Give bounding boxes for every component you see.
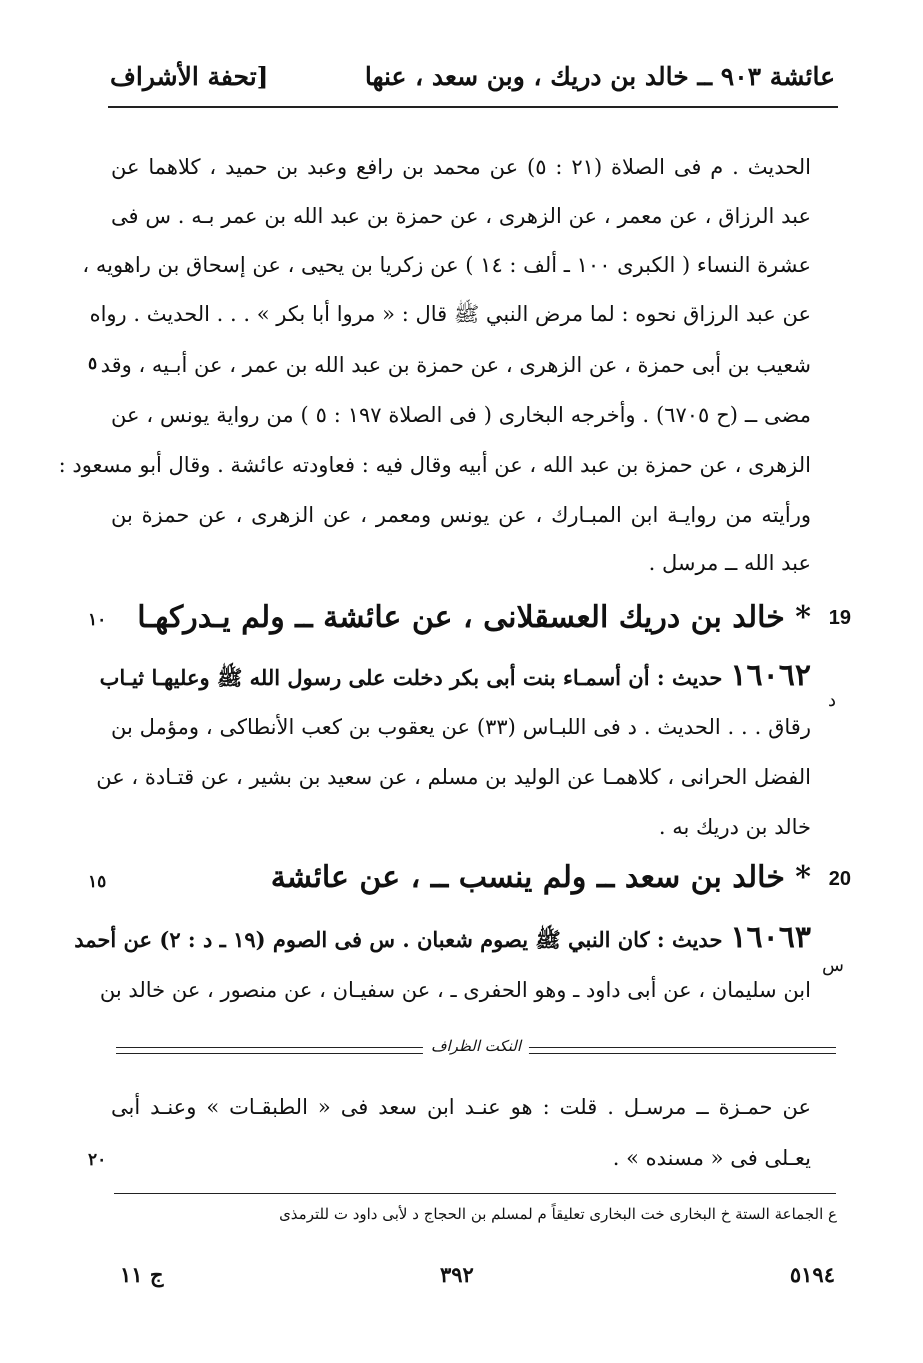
- footer-rule: [114, 1193, 836, 1194]
- header-rule: [108, 106, 838, 108]
- text-line: شعيب بن أبى حمزة ، عن الزهرى ، عن حمزة بن عبد الله بن عمر ، عن أبـيه ، وقد: [100, 353, 811, 377]
- text-line: رقاق . . . الحديث . د فى اللبـاس (٣٣) عن يعقوب بن كعب الأنطاكى ، ومؤمل بن: [111, 715, 811, 739]
- divider-label: النكت الظراف: [423, 1037, 529, 1055]
- text-line: الحديث . م فى الصلاة (٢١ : ٥) عن محمد بن رافع وعبد بن حميد ، كلاهما عن: [111, 155, 812, 179]
- section-title: * خالد بن سعد ــ ولم ينسب ــ ، عن عائشة: [270, 860, 811, 895]
- text-line: عشرة النساء ( الكبرى ١٠٠ ـ ألف : ١٤ ) عن زكريا بن يحيى ، عن إسحاق بن راهويه ،: [82, 253, 811, 277]
- cumulative-number: ٥١٩٤: [789, 1262, 835, 1287]
- line-number-margin: ٢٠: [88, 1150, 107, 1170]
- note-line: عن حمـزة ــ مرسـل . قلت : هو عنـد ابن سعد فى « الطبقـات » وعنـد أبى: [111, 1095, 811, 1119]
- note-line: يعـلى فى « مسنده » .: [612, 1146, 811, 1170]
- section-title: * خالد بن دريك العسقلانى ، عن عائشة ــ ولم يـدركهـا: [137, 600, 811, 635]
- volume-number: ج ١١: [120, 1262, 164, 1287]
- section-divider: [116, 1037, 836, 1063]
- hadith-text: حديث : أن أسمـاء بنت أبى بكر دخلت على رسول الله ﷺ وعليهـا ثيـاب: [99, 665, 723, 690]
- text-line: مضى ــ (ح ٦٧٠٥) . وأخرجه البخارى ( فى الصلاة ١٩٧ : ٥ ) من رواية يونس ، عن: [111, 403, 811, 427]
- text-line: الزهرى ، عن حمزة بن عبد الله ، عن أبيه وقال فيه : فعاودته عائشة . وقال أبو مسعود :: [58, 453, 811, 477]
- page-number: ٣٩٢: [440, 1262, 474, 1287]
- hadith-text: حديث : كان النبي ﷺ يصوم شعبان . س فى الصوم (١٩ ـ د : ٢) عن أحمد: [74, 927, 723, 952]
- text-line: ابن سليمان ، عن أبى داود ـ وهو الحفرى ـ ، عن سفيـان ، عن منصور ، عن خالد بن: [99, 978, 811, 1002]
- text-line: عن عبد الرزاق نحوه : لما مرض النبي ﷺ قال : « مروا أبا بكر » . . . الحديث . رواه: [89, 302, 811, 326]
- hadith-first-line: [99, 658, 811, 694]
- hadith-number: ١٦٠٦٣: [730, 920, 811, 955]
- running-head-book: [تحفة الأشراف: [110, 62, 269, 91]
- text-line: ورأيته من روايـة ابن المبـارك ، عن يونس ومعمر ، عن الزهرى ، عن حمزة بن: [111, 503, 811, 527]
- line-number-margin: ١٠: [88, 610, 107, 630]
- abbreviation-legend: ع الجماعة الستة خ البخارى خت البخارى تعليقاً م لمسلم بن الحجاج د لأبى داود ت للترمذى: [279, 1205, 837, 1223]
- source-siglum: س: [822, 955, 844, 976]
- running-head-title: عائشة ٩٠٣ ــ خالد بن دريك ، وبن سعد ، عنها: [364, 62, 835, 91]
- text-line: عبد الرزاق ، عن معمر ، عن الزهرى ، عن حمزة بن عبد الله بن عمر بـه . س فى: [111, 204, 811, 228]
- source-siglum: د: [828, 690, 837, 711]
- text-line: خالد بن دريك به .: [658, 815, 811, 839]
- text-line: الفضل الحرانى ، كلاهمـا عن الوليد بن مسلم ، عن سعيد بن بشير ، عن قتـادة ، عن: [96, 765, 811, 789]
- hadith-number: ١٦٠٦٢: [730, 658, 811, 693]
- line-number-margin: ٥: [88, 354, 98, 374]
- line-number-margin: ١٥: [88, 872, 107, 892]
- hadith-first-line: [74, 920, 811, 956]
- section-number: 19: [828, 607, 851, 629]
- section-number: 20: [828, 868, 851, 890]
- text-line: عبد الله ــ مرسل .: [648, 551, 811, 575]
